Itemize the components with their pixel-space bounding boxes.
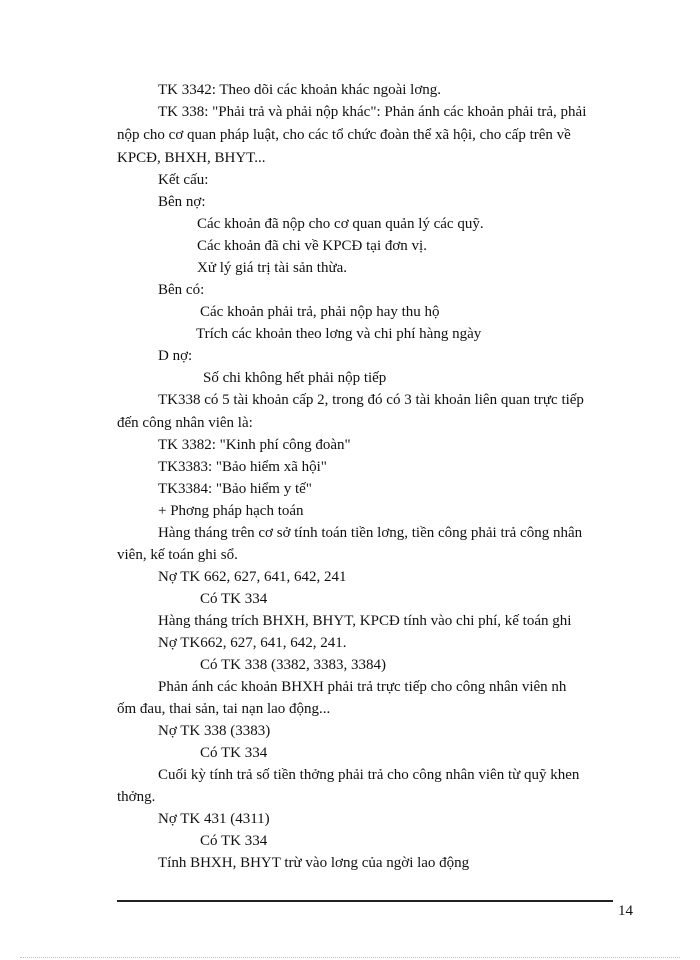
text-line: KPCĐ, BHXH, BHYT... <box>117 150 266 166</box>
text-line: Có TK 334 <box>200 591 268 607</box>
page-edge-divider <box>20 957 680 958</box>
page-number: 14 <box>618 903 633 919</box>
text-line: D nợ: <box>158 348 193 364</box>
text-line: Số chi không hết phải nộp tiếp <box>203 370 387 386</box>
text-line: Nợ TK 662, 627, 641, 642, 241 <box>158 569 347 585</box>
text-line: TK3384: "Bảo hiểm y tế" <box>158 481 312 497</box>
text-line: Trích các khoản theo lơng và chi phí hàng ngày <box>196 326 482 342</box>
text-line: Các khoản phải trả, phải nộp hay thu hộ <box>200 304 440 320</box>
text-line: đến công nhân viên là: <box>117 415 253 431</box>
text-line: TK3383: "Bảo hiểm xã hội" <box>158 459 327 475</box>
text-line: Xử lý giá trị tài sản thừa. <box>197 260 347 276</box>
text-line: Nợ TK 338 (3383) <box>158 723 271 739</box>
text-line: Các khoản đã chi về KPCĐ tại đơn vị. <box>197 238 427 254</box>
text-line: + Phơng pháp hạch toán <box>158 503 304 519</box>
text-line: nộp cho cơ quan pháp luật, cho các tổ chức đoàn thể xã hội, cho cấp trên về <box>117 127 571 143</box>
text-line: TK338 có 5 tài khoản cấp 2, trong đó có 3 tài khoản liên quan trực tiếp <box>158 392 584 408</box>
text-line: TK 3342: Theo dõi các khoản khác ngoài lơng. <box>158 82 442 98</box>
text-line: Có TK 338 (3382, 3383, 3384) <box>200 657 386 673</box>
text-line: ốm đau, thai sản, tai nạn lao động... <box>117 701 331 717</box>
text-line: viên, kế toán ghi sổ. <box>117 547 238 563</box>
text-line: Nợ TK 431 (4311) <box>158 811 270 827</box>
text-line: Có TK 334 <box>200 833 268 849</box>
text-line: TK 3382: "Kinh phí công đoàn" <box>158 437 351 453</box>
footer-rule <box>117 900 613 902</box>
text-line: thởng. <box>117 789 156 805</box>
text-line: Nợ TK662, 627, 641, 642, 241. <box>158 635 347 651</box>
text-line: Cuối kỳ tính trả số tiền thởng phải trả cho công nhân viên từ quỹ khen <box>158 767 580 783</box>
text-line: Kết cấu: <box>158 172 209 188</box>
text-line: Hàng tháng trích BHXH, BHYT, KPCĐ tính vào chi phí, kế toán ghi <box>158 613 572 629</box>
text-line: Tính BHXH, BHYT trừ vào lơng của ngời lao động <box>158 855 470 871</box>
text-line: Các khoản đã nộp cho cơ quan quản lý các quỹ. <box>197 216 484 232</box>
text-line: Có TK 334 <box>200 745 268 761</box>
text-line: Hàng tháng trên cơ sở tính toán tiền lơng, tiền công phải trả công nhân <box>158 525 583 541</box>
text-line: Phản ánh các khoản BHXH phải trả trực tiếp cho công nhân viên nh <box>158 679 567 695</box>
text-line: TK 338: "Phải trả và phải nộp khác": Phản ánh các khoản phải trả, phải <box>158 104 587 120</box>
text-line: Bên nợ: <box>158 194 206 210</box>
text-line: Bên có: <box>158 282 205 298</box>
